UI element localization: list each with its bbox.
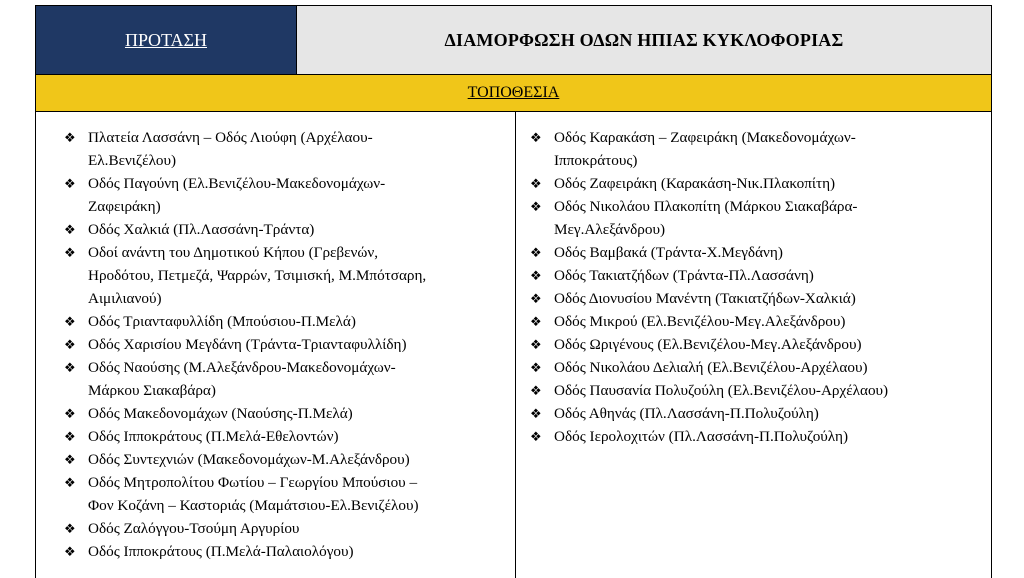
- street-text-line-1: Οδός Ζαφειράκη (Καρακάση-Νικ.Πλακοπίτη): [554, 175, 836, 192]
- diamond-bullet-icon: ❖: [64, 222, 76, 237]
- street-text-line-3: Αιμιλιανού): [88, 290, 162, 307]
- right-street-list: [530, 126, 991, 448]
- street-text-line-1: Οδός Μητροπολίτου Φωτίου – Γεωργίου Μπούσιου –: [88, 474, 418, 491]
- street-text-line-2: Μάρκου Σιακαβάρα): [88, 382, 216, 399]
- table-header-row: [35, 5, 992, 74]
- street-list-item: [64, 126, 515, 172]
- diamond-bullet-icon: ❖: [64, 176, 76, 191]
- street-text-line-1: Οδός Ιερολοχιτών (Πλ.Λασσάνη-Π.Πολυζούλη): [554, 428, 849, 445]
- streets-columns: [35, 112, 992, 578]
- street-list-item: [530, 264, 991, 287]
- street-text-line-2: Ιπποκράτους): [554, 152, 638, 169]
- street-text-line-1: Οδός Τριανταφυλλίδη (Μπούσιου-Π.Μελά): [88, 313, 356, 330]
- table-title: ΔΙΑΜΟΡΦΩΣΗ ΟΔΩΝ ΗΠΙΑΣ ΚΥΚΛΟΦΟΡΙΑΣ: [444, 29, 844, 50]
- street-list-item: [530, 333, 991, 356]
- left-street-list: [64, 126, 515, 563]
- street-list-item: [530, 402, 991, 425]
- diamond-bullet-icon: ❖: [64, 544, 76, 559]
- diamond-bullet-icon: ❖: [64, 245, 76, 260]
- street-list-item: [530, 172, 991, 195]
- street-list-item: [64, 448, 515, 471]
- street-text-line-2: Ηροδότου, Πετμεζά, Ψαρρών, Τσιμισκή, Μ.Μπότσαρη,: [88, 267, 427, 284]
- street-text-line-2: Ζαφειράκη): [88, 198, 161, 215]
- diamond-bullet-icon: ❖: [530, 406, 542, 421]
- diamond-bullet-icon: ❖: [530, 268, 542, 283]
- street-text-line-1: Οδός Ωριγένους (Ελ.Βενιζέλου-Μεγ.Αλεξάνδρου): [554, 336, 862, 353]
- diamond-bullet-icon: ❖: [64, 406, 76, 421]
- street-text-line-1: Οδός Μακεδονομάχων (Ναούσης-Π.Μελά): [88, 405, 353, 422]
- street-text-line-1: Οδός Καρακάση – Ζαφειράκη (Μακεδονομάχων-: [554, 129, 856, 146]
- street-text-line-1: Οδός Παυσανία Πολυζούλη (Ελ.Βενιζέλου-Αρχέλαου): [554, 382, 889, 399]
- diamond-bullet-icon: ❖: [64, 475, 76, 490]
- right-street-column: [516, 112, 991, 578]
- diamond-bullet-icon: ❖: [530, 383, 542, 398]
- title-cell: [297, 6, 991, 74]
- location-row: [35, 74, 992, 112]
- diamond-bullet-icon: ❖: [530, 337, 542, 352]
- street-list-item: [530, 126, 991, 172]
- diamond-bullet-icon: ❖: [530, 291, 542, 306]
- street-list-item: [64, 310, 515, 333]
- left-street-column: [36, 112, 516, 578]
- diamond-bullet-icon: ❖: [530, 314, 542, 329]
- diamond-bullet-icon: ❖: [64, 130, 76, 145]
- street-text-line-1: Οδός Ιπποκράτους (Π.Μελά-Παλαιολόγου): [88, 543, 354, 560]
- diamond-bullet-icon: ❖: [64, 360, 76, 375]
- street-text-line-1: Οδός Διονυσίου Μανέντη (Τακιατζήδων-Χαλκιά): [554, 290, 856, 307]
- diamond-bullet-icon: ❖: [64, 452, 76, 467]
- street-text-line-1: Οδός Χαλκιά (Πλ.Λασσάνη-Τράντα): [88, 221, 315, 238]
- street-list-item: [64, 218, 515, 241]
- street-list-item: [64, 241, 515, 310]
- street-list-item: [64, 471, 515, 517]
- diamond-bullet-icon: ❖: [64, 429, 76, 444]
- street-text-line-1: Οδός Ζαλόγγου-Τσούμη Αργυρίου: [88, 520, 300, 537]
- location-label: ΤΟΠΟΘΕΣΙΑ: [467, 84, 560, 101]
- street-list-item: [64, 402, 515, 425]
- street-list-item: [530, 241, 991, 264]
- street-text-line-1: Οδός Χαρισίου Μεγδάνη (Τράντα-Τριανταφυλλίδη): [88, 336, 407, 353]
- diamond-bullet-icon: ❖: [530, 360, 542, 375]
- street-text-line-1: Οδός Βαμβακά (Τράντα-Χ.Μεγδάνη): [554, 244, 783, 261]
- street-list-item: [64, 172, 515, 218]
- street-list-item: [64, 356, 515, 402]
- street-text-line-1: Οδός Παγούνη (Ελ.Βενιζέλου-Μακεδονομάχων-: [88, 175, 386, 192]
- street-list-item: [530, 287, 991, 310]
- diamond-bullet-icon: ❖: [64, 337, 76, 352]
- street-text-line-2: Φον Κοζάνη – Καστοριάς (Μαμάτσιου-Ελ.Βενιζέλου): [88, 497, 419, 514]
- proposal-label: ΠΡΟΤΑΣΗ: [124, 29, 208, 50]
- street-list-item: [64, 333, 515, 356]
- street-text-line-1: Οδός Τακιατζήδων (Τράντα-Πλ.Λασσάνη): [554, 267, 814, 284]
- proposal-cell: [36, 6, 297, 74]
- street-text-line-1: Οδός Μικρού (Ελ.Βενιζέλου-Μεγ.Αλεξάνδρου): [554, 313, 846, 330]
- proposal-table: [35, 5, 992, 577]
- diamond-bullet-icon: ❖: [530, 176, 542, 191]
- street-list-item: [64, 425, 515, 448]
- street-text-line-1: Οδοί ανάντη του Δημοτικού Κήπου (Γρεβενών,: [88, 244, 379, 261]
- street-list-item: [530, 379, 991, 402]
- diamond-bullet-icon: ❖: [64, 314, 76, 329]
- diamond-bullet-icon: ❖: [530, 245, 542, 260]
- diamond-bullet-icon: ❖: [64, 521, 76, 536]
- street-text-line-1: Πλατεία Λασσάνη – Οδός Λιούφη (Αρχέλαου-: [88, 129, 373, 146]
- street-text-line-1: Οδός Νικολάου Δελιαλή (Ελ.Βενιζέλου-Αρχέλαου): [554, 359, 868, 376]
- diamond-bullet-icon: ❖: [530, 429, 542, 444]
- street-text-line-1: Οδός Νικολάου Πλακοπίτη (Μάρκου Σιακαβάρα-: [554, 198, 858, 215]
- street-list-item: [530, 425, 991, 448]
- street-text-line-2: Μεγ.Αλεξάνδρου): [554, 221, 666, 238]
- street-text-line-1: Οδός Ναούσης (Μ.Αλεξάνδρου-Μακεδονομάχων-: [88, 359, 396, 376]
- street-list-item: [530, 195, 991, 241]
- street-text-line-2: Ελ.Βενιζέλου): [88, 152, 177, 169]
- street-text-line-1: Οδός Ιπποκράτους (Π.Μελά-Εθελοντών): [88, 428, 339, 445]
- street-list-item: [530, 356, 991, 379]
- diamond-bullet-icon: ❖: [530, 199, 542, 214]
- street-list-item: [530, 310, 991, 333]
- diamond-bullet-icon: ❖: [530, 130, 542, 145]
- street-text-line-1: Οδός Αθηνάς (Πλ.Λασσάνη-Π.Πολυζούλη): [554, 405, 819, 422]
- street-text-line-1: Οδός Συντεχνιών (Μακεδονομάχων-Μ.Αλεξάνδρου): [88, 451, 410, 468]
- street-list-item: [64, 540, 515, 563]
- street-list-item: [64, 517, 515, 540]
